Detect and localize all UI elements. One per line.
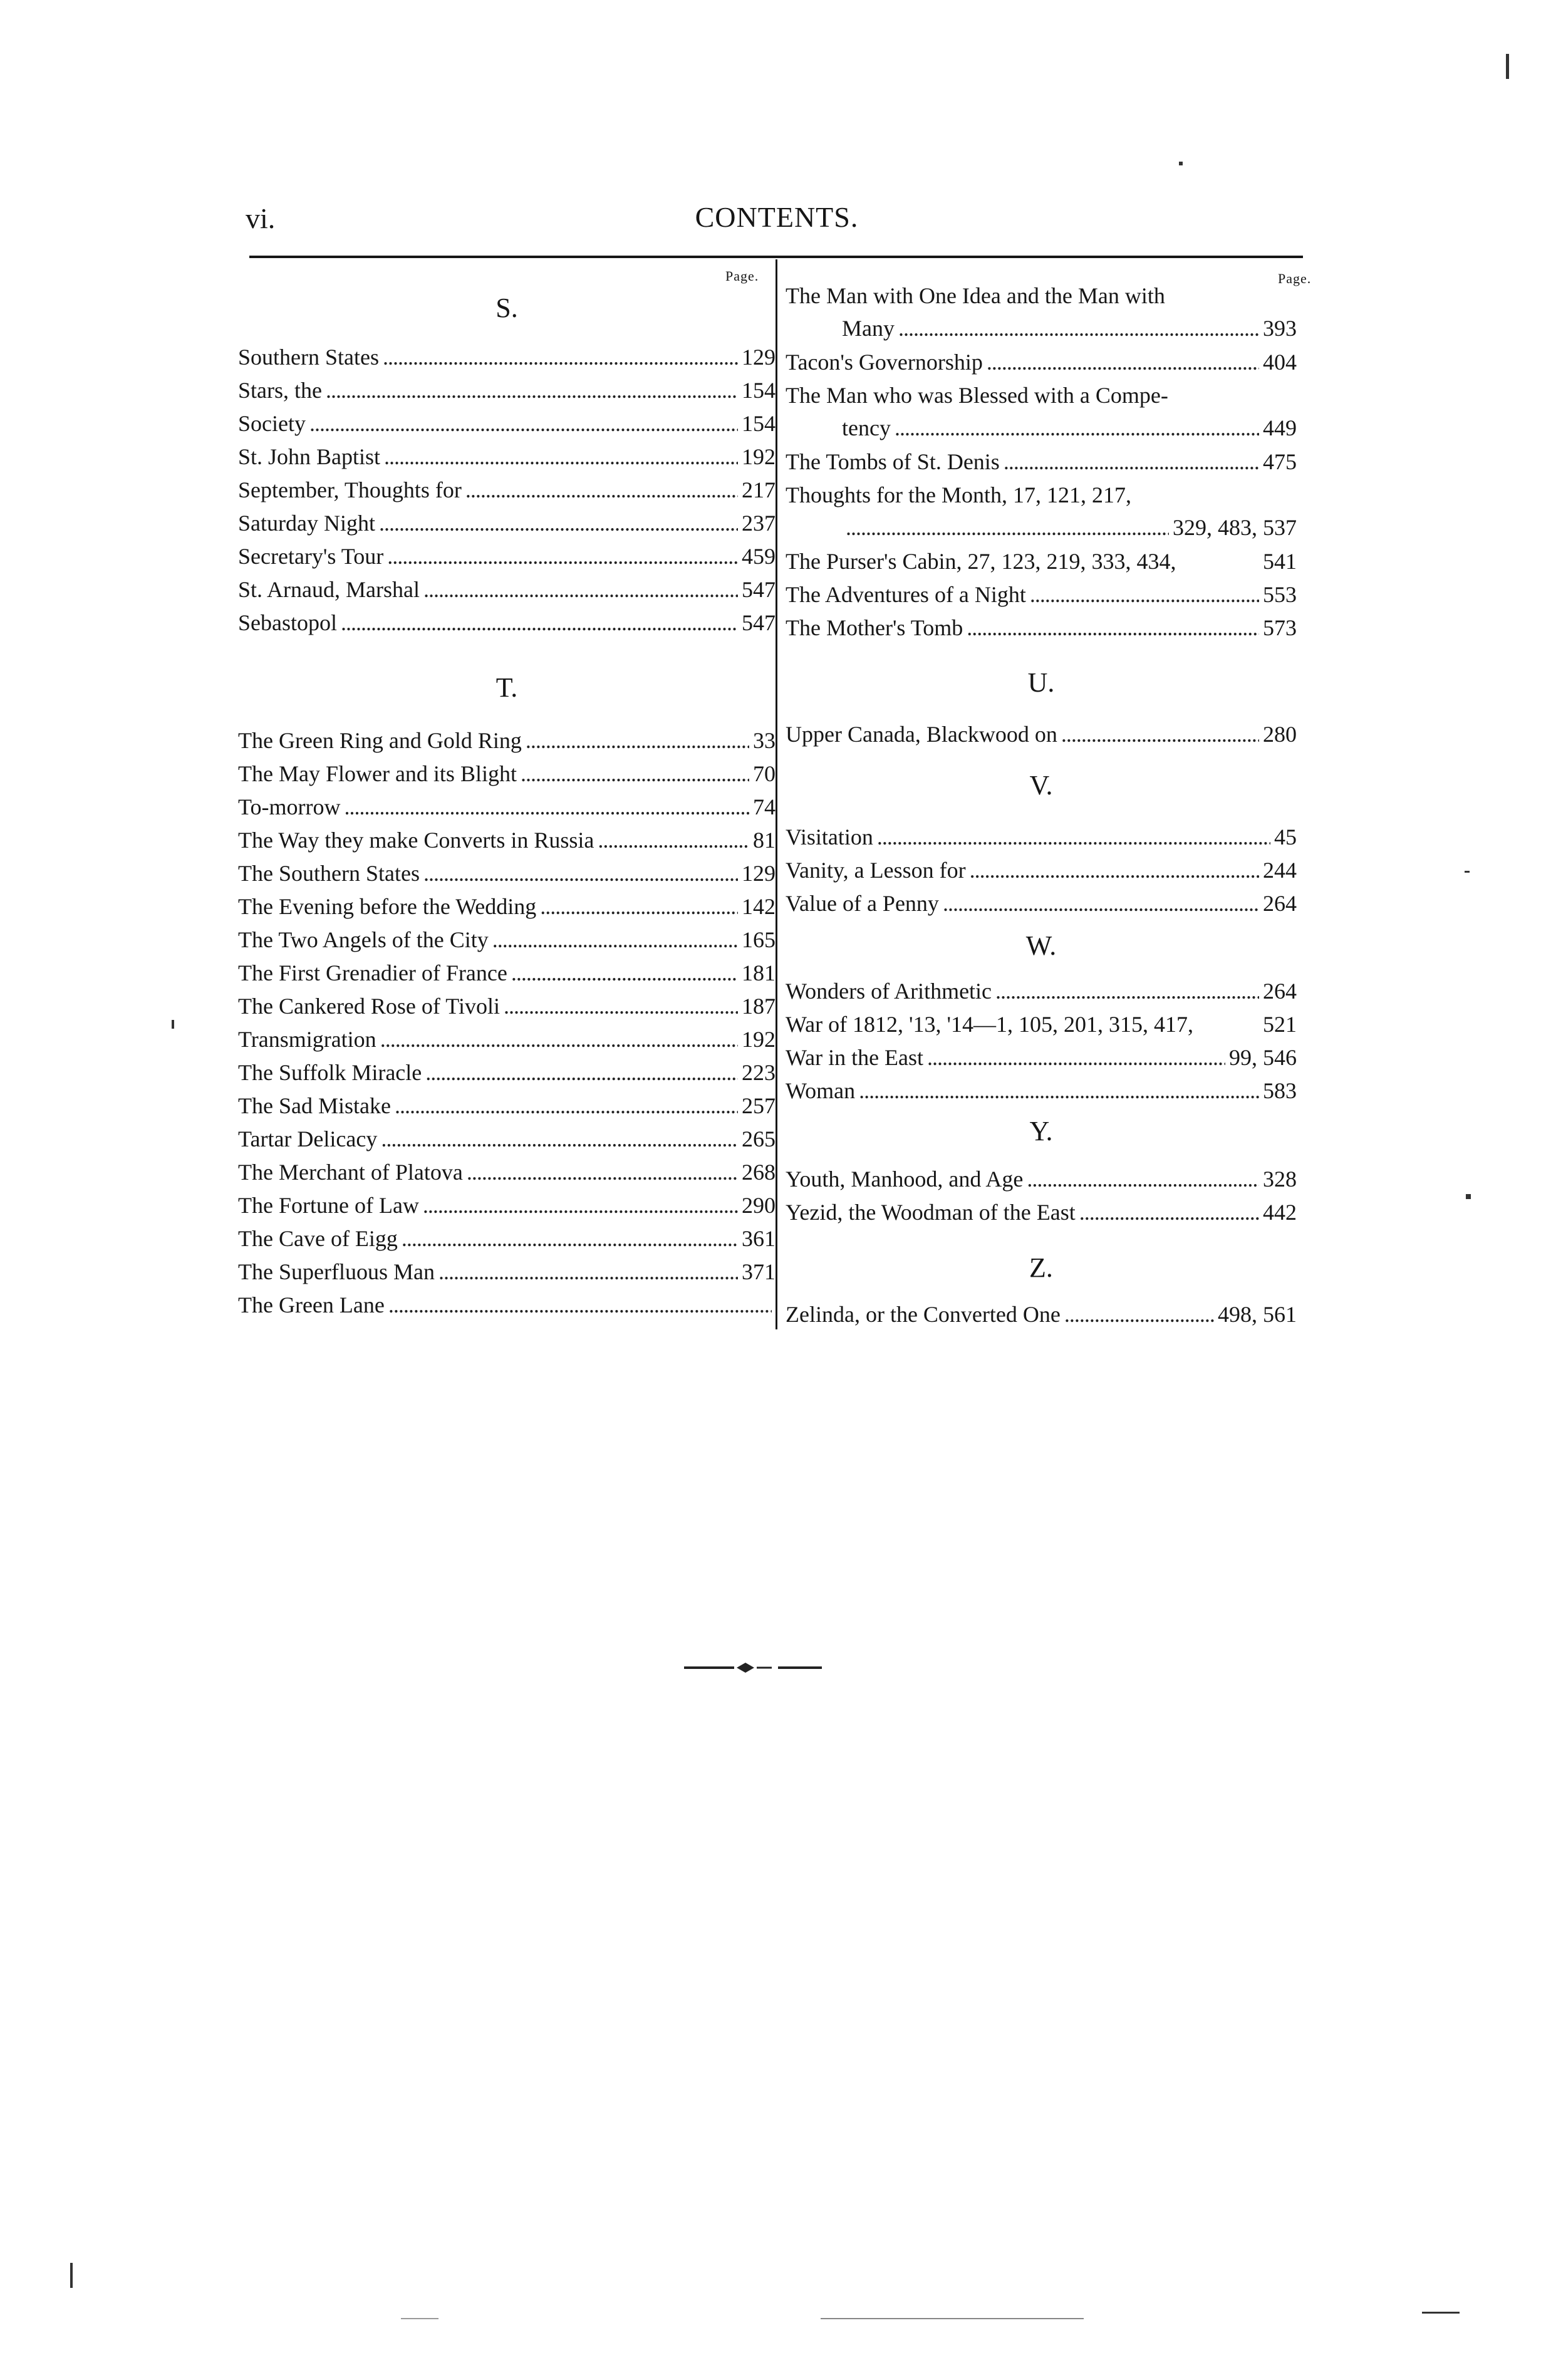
dot-leader [1030, 578, 1259, 611]
toc-entry-row [238, 757, 776, 790]
dot-leader [995, 975, 1259, 1007]
dot-leader [521, 757, 749, 790]
toc-entry-page: 547 [742, 610, 776, 635]
toc-entry-row [786, 1041, 1297, 1074]
dot-leader [387, 540, 738, 573]
toc-entry [238, 606, 776, 639]
running-title: CONTENTS. [695, 201, 859, 233]
dot-leader [504, 990, 738, 1022]
toc-entry [786, 1041, 1297, 1074]
toc-entry-page: 244 [1263, 858, 1297, 883]
section-letter-w: W. [1025, 930, 1057, 961]
dot-leader [309, 407, 738, 440]
dot-leader [967, 611, 1259, 644]
ornament-divider [684, 1660, 822, 1675]
toc-entry-first-line: The Man who was Blessed with a Compe- [786, 383, 1168, 408]
toc-entry-title: Saturday Night [238, 511, 375, 536]
toc-entry [786, 718, 1297, 751]
toc-entry-title: The May Flower and its Blight [238, 761, 517, 786]
toc-entry-page: 45 [1274, 824, 1297, 850]
toc-entry-title: Wonders of Arithmetic [786, 979, 992, 1004]
toc-entry [786, 479, 1297, 544]
section-letter-v: V. [1029, 770, 1053, 801]
dot-leader [383, 341, 738, 373]
dot-leader [395, 1089, 738, 1122]
toc-entry-row [786, 887, 1297, 920]
toc-entry-page: 459 [742, 544, 776, 569]
dot-leader [384, 440, 738, 473]
toc-entry-row [238, 1056, 776, 1089]
toc-entry-row [238, 990, 776, 1022]
toc-entry [786, 1298, 1297, 1331]
toc-entry-row [786, 821, 1297, 853]
dot-leader [423, 1189, 738, 1222]
toc-entry-page: 573 [1263, 615, 1297, 640]
toc-entry-title: The Green Ring and Gold Ring [238, 728, 522, 753]
toc-entry [238, 1222, 776, 1255]
toc-entry [238, 1123, 776, 1155]
toc-entry-title: tency [842, 415, 891, 440]
toc-entry-title: The Purser's Cabin, 27, 123, 219, 333, 434, [786, 549, 1176, 574]
dot-leader [344, 791, 749, 823]
toc-entry-title: The Cankered Rose of Tivoli [238, 994, 500, 1019]
toc-entry-page: 371 [742, 1259, 776, 1284]
toc-entry-row [238, 507, 776, 539]
toc-entry-row [786, 412, 1297, 444]
toc-entry-page: 583 [1263, 1078, 1297, 1103]
toc-entry-page: 192 [742, 444, 776, 469]
toc-entry-title: Zelinda, or the Converted One [786, 1302, 1061, 1327]
toc-entry-title: Value of a Penny [786, 891, 939, 916]
dot-leader [511, 957, 738, 989]
section-letter-u: U. [1027, 667, 1055, 698]
toc-entry-title: Society [238, 411, 306, 436]
toc-entry [238, 957, 776, 989]
toc-entry [786, 975, 1297, 1007]
toc-entry-title: To-morrow [238, 794, 341, 819]
toc-entry [238, 890, 776, 923]
dot-leader [467, 1156, 738, 1188]
toc-entry-page: 404 [1263, 350, 1297, 375]
dot-leader [526, 724, 749, 757]
toc-entry [238, 440, 776, 473]
toc-entry-row [238, 1222, 776, 1255]
toc-entry-page: 165 [742, 927, 776, 952]
dot-leader [970, 854, 1259, 886]
dot-leader [1004, 445, 1259, 478]
toc-entry-page: 498, 561 [1218, 1302, 1297, 1327]
toc-entry-row [238, 1156, 776, 1188]
page-number: vi. [246, 202, 276, 234]
toc-entry-page: 442 [1263, 1200, 1297, 1225]
toc-entry-row [238, 824, 776, 856]
dot-leader [1061, 718, 1259, 751]
toc-entry-page: 223 [742, 1060, 776, 1085]
toc-entry-row [786, 1008, 1297, 1041]
dot-leader [859, 1074, 1259, 1107]
dot-leader [423, 573, 738, 606]
toc-entry-row [786, 312, 1297, 345]
toc-entry [238, 990, 776, 1022]
toc-entry-row [238, 573, 776, 606]
dot-leader [402, 1222, 738, 1255]
toc-entry-title: St. John Baptist [238, 444, 381, 469]
toc-entry [786, 1008, 1297, 1041]
toc-entry-title: The Adventures of a Night [786, 582, 1026, 607]
toc-entry [238, 1156, 776, 1188]
dot-leader [1064, 1298, 1214, 1331]
toc-entry-title: The Green Lane [238, 1292, 385, 1317]
toc-entry-row [238, 1023, 776, 1056]
toc-entry-page: 264 [1263, 979, 1297, 1004]
section-letter-t: T. [496, 672, 518, 703]
toc-entry-title: The Merchant of Platova [238, 1160, 463, 1185]
dot-leader [598, 824, 749, 856]
toc-entry-row [238, 540, 776, 573]
toc-entry-row [786, 445, 1297, 478]
toc-entry-row [238, 1189, 776, 1222]
toc-entry-page: 328 [1263, 1167, 1297, 1192]
toc-entry-row [786, 511, 1297, 544]
dot-leader [379, 507, 738, 539]
toc-entry-row [238, 923, 776, 956]
toc-entry-row [238, 1289, 776, 1321]
toc-entry-page: 142 [742, 894, 776, 919]
toc-entry [238, 407, 776, 440]
dot-leader [341, 606, 738, 639]
header-rule [249, 256, 1303, 258]
toc-entry-row [786, 1074, 1297, 1107]
dot-leader [423, 857, 738, 890]
toc-entry-title: The Sad Mistake [238, 1093, 391, 1118]
dot-leader [927, 1041, 1225, 1074]
toc-entry-title: Upper Canada, Blackwood on [786, 722, 1057, 747]
dot-leader [438, 1255, 738, 1288]
toc-entry [238, 857, 776, 890]
toc-entry-page: 280 [1263, 722, 1297, 747]
toc-entry-row [238, 857, 776, 890]
toc-entry-title: September, Thoughts for [238, 477, 462, 502]
toc-entry-page: 547 [742, 577, 776, 602]
toc-entry-row [238, 407, 776, 440]
toc-entry-title: The Way they make Converts in Russia [238, 828, 594, 853]
toc-entry [238, 923, 776, 956]
toc-entry-page: 70 [753, 761, 776, 786]
toc-entry [786, 379, 1297, 444]
toc-entry [238, 757, 776, 790]
toc-entry-title: The Evening before the Wedding [238, 894, 537, 919]
dot-leader [846, 511, 1169, 544]
dot-leader [540, 890, 738, 923]
toc-entry-row [786, 346, 1297, 378]
toc-entry-row [786, 975, 1297, 1007]
toc-entry [786, 578, 1297, 611]
toc-entry-row [238, 374, 776, 407]
toc-entry-row [238, 791, 776, 823]
toc-entry-title: Visitation [786, 824, 873, 850]
column-divider [776, 259, 777, 1329]
toc-entry-first-line: The Man with One Idea and the Man with [786, 283, 1165, 308]
toc-entry-page: 290 [742, 1193, 776, 1218]
toc-entry-page: 329, 483, 537 [1173, 515, 1297, 540]
section-letter-y: Y. [1029, 1116, 1053, 1146]
toc-entry [786, 1074, 1297, 1107]
toc-entry-title: Transmigration [238, 1027, 376, 1052]
toc-entry-title: Many [842, 316, 895, 341]
toc-entry-title: St. Arnaud, Marshal [238, 577, 420, 602]
toc-entry-title: The Mother's Tomb [786, 615, 963, 640]
dot-leader [425, 1056, 738, 1089]
dot-leader [898, 312, 1259, 345]
toc-entry-page: 237 [742, 511, 776, 536]
dot-leader [987, 346, 1259, 378]
toc-entry-page: 361 [742, 1226, 776, 1251]
toc-entry [238, 1255, 776, 1288]
dot-leader [895, 412, 1259, 444]
toc-entry [238, 507, 776, 539]
toc-entry [238, 540, 776, 573]
toc-entry-page: 81 [753, 828, 776, 853]
toc-entry-page: 257 [742, 1093, 776, 1118]
dot-leader [326, 374, 738, 407]
toc-entry-page: 449 [1263, 415, 1297, 440]
toc-entry [238, 1089, 776, 1122]
toc-entry-page: 475 [1263, 449, 1297, 474]
toc-entry [786, 611, 1297, 644]
toc-entry-row [238, 957, 776, 989]
toc-entry [786, 1196, 1297, 1229]
toc-entry-row [786, 718, 1297, 751]
toc-entry-title: Stars, the [238, 378, 322, 403]
toc-entry-row [786, 854, 1297, 886]
toc-entry-title: Woman [786, 1078, 856, 1103]
toc-entry-row [238, 1123, 776, 1155]
toc-entry-page: 217 [742, 477, 776, 502]
toc-entry-title: Tartar Delicacy [238, 1126, 378, 1151]
page-label-left: Page. [725, 268, 759, 284]
page-label-right: Page. [1278, 271, 1312, 286]
toc-entry [238, 573, 776, 606]
toc-entry-page: 192 [742, 1027, 776, 1052]
toc-entry [238, 374, 776, 407]
toc-entry-title: The Two Angels of the City [238, 927, 489, 952]
toc-entry-title: Tacon's Governorship [786, 350, 983, 375]
toc-entry [786, 821, 1297, 853]
toc-entry-first-line: Thoughts for the Month, 17, 121, 217, [786, 482, 1131, 507]
toc-entry-page: 541 [1263, 549, 1297, 574]
toc-entry-title: War of 1812, '13, '14—1, 105, 201, 315, 417, [786, 1012, 1194, 1037]
toc-entry-page: 521 [1263, 1012, 1297, 1037]
toc-entry [238, 1289, 776, 1321]
toc-entry-page: 99, 546 [1229, 1045, 1297, 1070]
toc-entry-title: The Fortune of Law [238, 1193, 419, 1218]
toc-entry [238, 791, 776, 823]
toc-entry-page: 129 [742, 345, 776, 370]
toc-entry-row [238, 341, 776, 373]
toc-entry-row [238, 440, 776, 473]
toc-entry-page: 74 [753, 794, 776, 819]
toc-entry-row [238, 1089, 776, 1122]
toc-entry-title: The Suffolk Miracle [238, 1060, 422, 1085]
toc-entry-row [238, 474, 776, 506]
toc-entry [238, 724, 776, 757]
toc-entry-title: Southern States [238, 345, 379, 370]
dot-leader [388, 1289, 772, 1321]
section-letter-s: S. [496, 293, 518, 323]
toc-entry-title: The First Grenadier of France [238, 960, 507, 985]
dot-leader [465, 474, 738, 506]
toc-entry-title: Vanity, a Lesson for [786, 858, 966, 883]
toc-entry-page: 187 [742, 994, 776, 1019]
toc-entry-page: 154 [742, 411, 776, 436]
toc-entry-title: The Superfluous Man [238, 1259, 435, 1284]
toc-entry-page: 129 [742, 861, 776, 886]
toc-entry [238, 1189, 776, 1222]
toc-entry-title: The Southern States [238, 861, 420, 886]
toc-entry-page: 154 [742, 378, 776, 403]
toc-entry-title: War in the East [786, 1045, 924, 1070]
toc-entry [238, 1056, 776, 1089]
toc-entry-row [786, 578, 1297, 611]
toc-entry-row [786, 545, 1297, 578]
toc-entry-row [238, 1255, 776, 1288]
dot-leader [1027, 1163, 1259, 1195]
toc-entry [786, 545, 1297, 578]
toc-entry-page: 264 [1263, 891, 1297, 916]
toc-entry-title: The Tombs of St. Denis [786, 449, 1000, 474]
toc-entry-title: Yezid, the Woodman of the East [786, 1200, 1076, 1225]
toc-entry-title: The Cave of Eigg [238, 1226, 398, 1251]
toc-entry-row [786, 611, 1297, 644]
toc-entry-page: 33 [753, 728, 776, 753]
toc-entry [786, 346, 1297, 378]
toc-entry [786, 854, 1297, 886]
toc-entry-row [786, 1163, 1297, 1195]
toc-entry-page: 553 [1263, 582, 1297, 607]
toc-entry-page: 265 [742, 1126, 776, 1151]
dot-leader [492, 923, 738, 956]
toc-entry [786, 887, 1297, 920]
dot-leader [877, 821, 1270, 853]
toc-entry-row [238, 606, 776, 639]
toc-entry-page: 268 [742, 1160, 776, 1185]
toc-entry-page: 393 [1263, 316, 1297, 341]
toc-entry [786, 279, 1297, 345]
toc-entry-title: Youth, Manhood, and Age [786, 1167, 1024, 1192]
dot-leader [1079, 1196, 1259, 1229]
toc-entry [238, 474, 776, 506]
toc-entry-title: Secretary's Tour [238, 544, 384, 569]
dot-leader [943, 887, 1259, 920]
toc-entry [238, 341, 776, 373]
toc-entry-row [786, 1298, 1297, 1331]
toc-entry-title: Sebastopol [238, 610, 337, 635]
toc-entry-row [238, 724, 776, 757]
toc-entry [238, 1023, 776, 1056]
dot-leader [381, 1123, 738, 1155]
toc-entry-row [238, 890, 776, 923]
section-letter-z: Z. [1029, 1252, 1053, 1283]
dot-leader [380, 1023, 738, 1056]
toc-entry [786, 1163, 1297, 1195]
toc-entry-page: 181 [742, 960, 776, 985]
toc-entry [786, 445, 1297, 478]
toc-entry [238, 824, 776, 856]
toc-entry-row [786, 1196, 1297, 1229]
